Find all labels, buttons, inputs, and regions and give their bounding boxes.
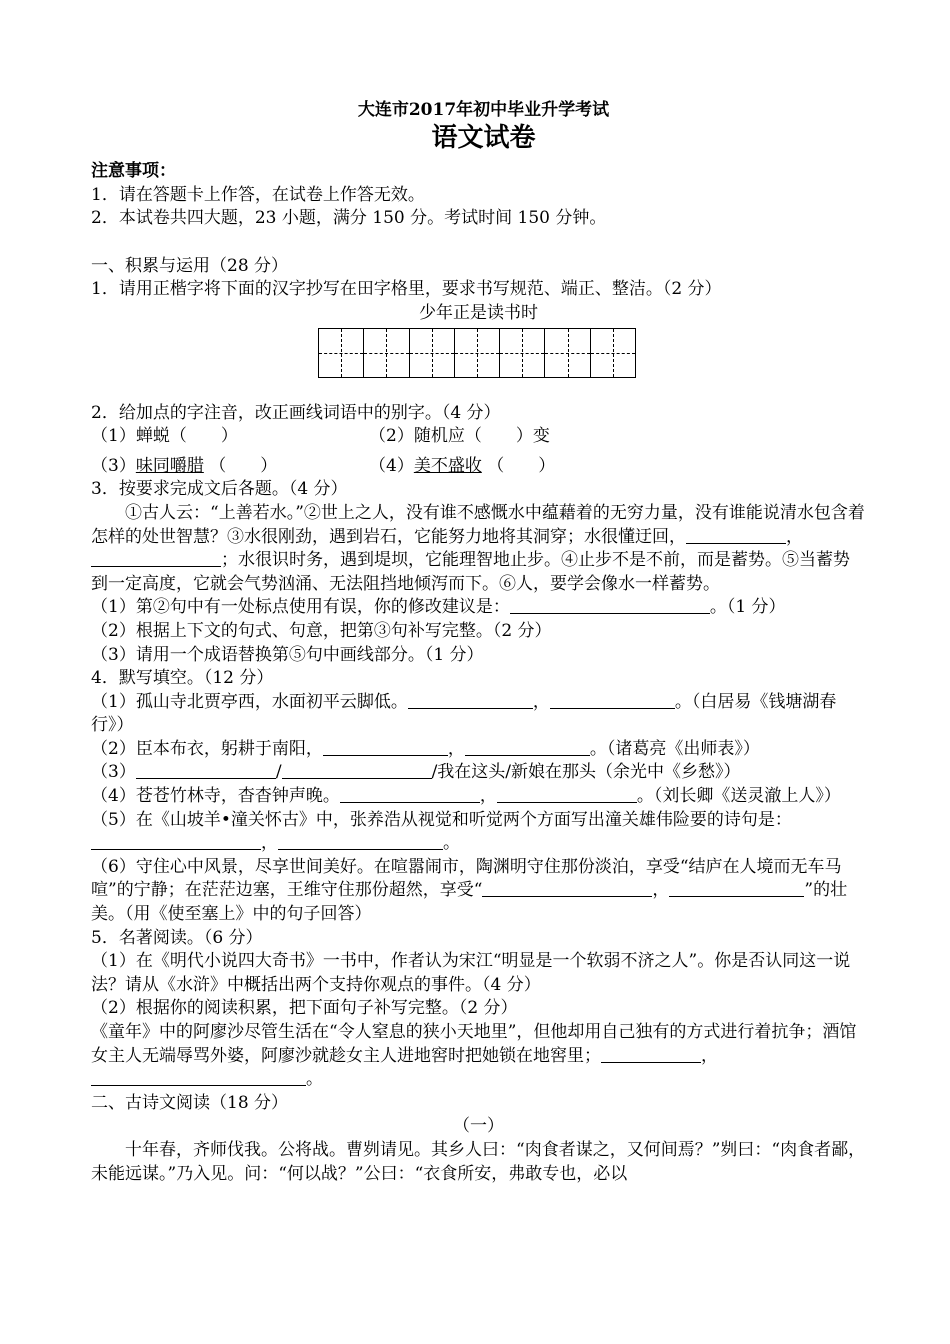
answer-blank[interactable] [91,550,221,567]
q4-s4: （4）苍苍竹林寺，杳杳钟声晚。 ， 。（刘长卿《送灵澈上人》） [91,786,841,807]
answer-blank[interactable] [510,597,710,614]
q2-c: （3）味同嚼腊 （ ） [91,455,278,476]
q3-sub1: （1）第②句中有一处标点使用有误，你的修改建议是： 。（1 分） [91,597,786,618]
q2-c-word: 味同嚼腊 [135,455,204,476]
answer-blank[interactable] [497,786,637,803]
answer-blank[interactable] [91,833,261,850]
exam-page [91,100,866,1186]
grid-cell[interactable] [410,329,455,377]
note-item: 2．本试卷共四大题，23 小题，满分 150 分。考试时间 150 分钟。 [91,208,607,229]
answer-blank[interactable] [550,692,675,709]
grid-cell[interactable] [319,329,364,377]
note-item: 1．请在答题卡上作答，在试卷上作答无效。 [91,184,425,205]
q1-stem: 1．请用正楷字将下面的汉字抄写在田字格里，要求书写规范、端正、整洁。（2 分） [91,279,722,300]
q2-d-word: 美不盛收 [413,455,482,476]
tianzige-grid [318,328,636,378]
q2-stem: 2．给加点的字注音，改正画线词语中的别字。（4 分） [91,402,501,423]
q5-s3: 《童年》中的阿廖沙尽管生活在“令人窒息的狭小天地里”，但他却用自己独有的方式进行着抗争；酒馆女主人无端辱骂外婆，阿廖沙就趁女主人进地窖时把她锁在地窖里； ，。 [91,1022,857,1090]
grid-cell[interactable] [500,329,545,377]
answer-blank[interactable] [278,833,443,850]
q2-a: （1）蝉蜕（ ） [91,426,238,447]
grid-cell[interactable] [455,329,500,377]
q5-s1: （1）在《明代小说四大奇书》一书中，作者认为宋江“明显是一个软弱不济之人”。你是否认同这一说法？请从《水浒》中概括出两个支持你观点的事件。（4 分） [91,951,851,995]
section1-heading: 一、积累与运用（28 分） [91,255,289,276]
q4-s2: （2）臣本布衣，躬耕于南阳， ， 。（诸葛亮《出师表》） [91,738,760,759]
answer-blank[interactable] [323,739,448,756]
q3-sub3: （3）请用一个成语替换第⑤句中画线部分。（1 分） [91,644,484,665]
q2-row [91,455,866,479]
q3-sub2: （2）根据上下文的句式、句意，把第③句补写完整。（2 分） [91,620,552,641]
answer-blank[interactable] [601,1046,701,1063]
section2-part: （一） [453,1116,504,1137]
answer-blank[interactable] [669,880,804,897]
q5-stem: 5．名著阅读。（6 分） [91,927,263,948]
grid-cell[interactable] [364,329,409,377]
q4-stem: 4．默写填空。（12 分） [91,668,274,689]
answer-blank[interactable] [91,1069,306,1086]
answer-blank[interactable] [136,762,276,779]
section2-passage: 十年春，齐师伐我。公将战。曹刿请见。其乡人曰：“肉食者谋之，又何间焉？”刿曰：“肉食者鄙，未能远谋。”乃入见。问：“何以战？”公曰：“衣食所安，弗敢专也，必以 [91,1139,866,1184]
answer-blank[interactable] [408,692,533,709]
q4-s3: （3） / /我在这头/新娘在那头（余光中《乡愁》） [91,762,741,783]
exam-title: 大连市2017年初中毕业升学考试 [357,100,610,120]
answer-blank[interactable] [686,527,786,544]
q4-s6: （6）守住心中风景，尽享世间美好。在喧嚣闹市，陶渊明守住那份淡泊，享受“结庐在人境而无车马喧”的宁静；在茫茫边塞，王维守住那份超然，享受“ ， ”的壮美。（用《使至塞上》中的句子回答） [91,856,848,925]
q4-s1: （1）孤山寺北贾亭西，水面初平云脚低。 ， 。（白居易《钱塘湖春行》） [91,691,837,736]
q1-phrase: 少年正是读书时 [419,302,538,323]
grid-cell[interactable] [591,329,635,377]
q5-s2: （2）根据你的阅读积累，把下面句子补写完整。（2 分） [91,998,518,1019]
q4-s5: （5）在《山坡羊•潼关怀古》中，张养浩从视觉和听觉两个方面写出潼关雄伟险要的诗句是：， 。 [91,809,792,854]
q3-stem: 3．按要求完成文后各题。（4 分） [91,479,348,500]
answer-blank[interactable] [282,762,432,779]
q2-d: （4）美不盛收 （ ） [369,455,556,476]
exam-subtitle: 语文试卷 [431,123,536,153]
answer-blank[interactable] [465,739,590,756]
answer-blank[interactable] [340,786,480,803]
grid-cell[interactable] [545,329,590,377]
q2-b: （2）随机应（ ）变 [369,426,550,447]
notes-heading: 注意事项： [91,161,176,181]
section2-heading: 二、古诗文阅读（18 分） [91,1092,289,1113]
q3-passage: ①古人云：“上善若水。”②世上之人，没有谁不感慨水中蕴藉着的无穷力量，没有谁能说清水包含着怎样的处世智慧？③水很刚劲，遇到岩石，它能努力地将其洞穿；水很懂迂回， ，；水很识时务，遇到堤坝，它能理智地止步。④止步不是不前，而是蓄势。⑤当蓄势到一定高度，它就会气势汹涌、无法阻挡地倾泻而下。⑥人，要学会像水一样蓄势。 [91,502,865,594]
answer-blank[interactable] [482,880,652,897]
q2-row [91,425,866,449]
